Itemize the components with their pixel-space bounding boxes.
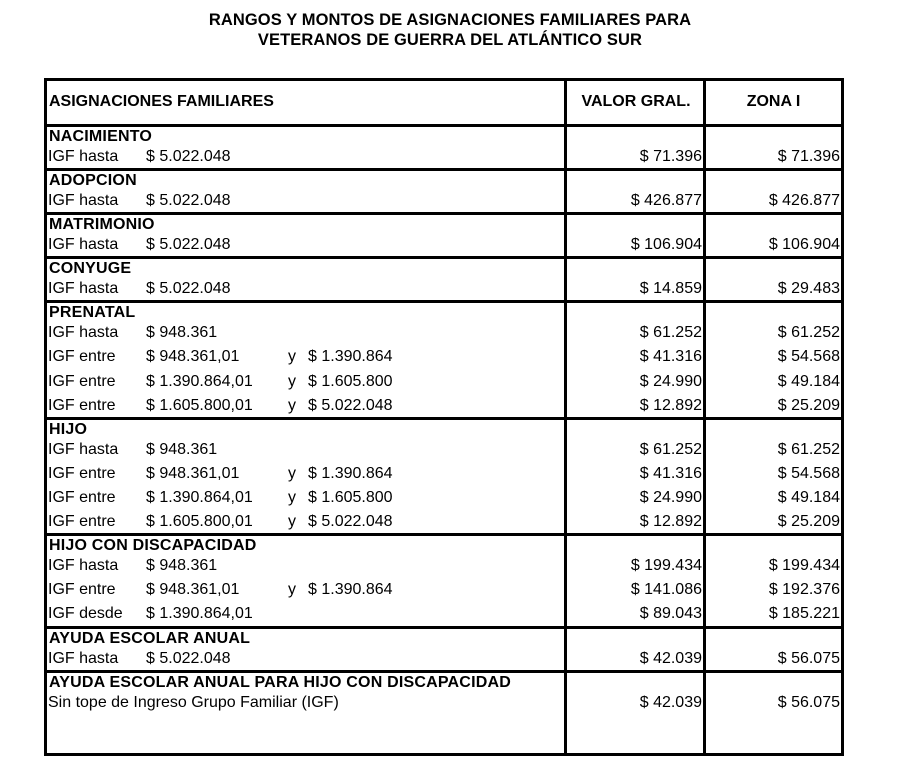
table-row (44, 506, 844, 530)
section (44, 673, 844, 717)
row-zona-i: $ 56.075 (777, 693, 840, 711)
row-conjunction: y (288, 396, 296, 414)
row-amount-from: $ 1.390.864,01 (146, 488, 253, 506)
table-row (44, 273, 844, 297)
header-asignaciones: ASIGNACIONES FAMILIARES (49, 93, 274, 110)
row-valor-gral: $ 106.904 (630, 236, 702, 254)
row-conjunction: y (288, 488, 296, 506)
row-valor-gral: $ 199.434 (630, 557, 702, 575)
section (44, 171, 844, 215)
row-conjunction: y (288, 464, 296, 482)
row-amount-to: $ 1.390.864 (308, 348, 393, 366)
row-label: IGF hasta (48, 236, 119, 254)
table-row (44, 390, 844, 414)
header-zona-i: ZONA I (746, 93, 801, 110)
row-amount-from: $ 948.361,01 (146, 464, 240, 482)
row-amount-to: $ 1.390.864 (308, 581, 393, 599)
section-title: PRENATAL (49, 304, 136, 322)
section (44, 629, 844, 673)
row-zona-i: $ 49.184 (777, 488, 840, 506)
section-title: HIJO CON DISCAPACIDAD (49, 537, 257, 555)
table-row (44, 141, 844, 165)
row-label: IGF entre (48, 348, 116, 366)
table-row (44, 366, 844, 390)
row-zona-i: $ 29.483 (777, 280, 840, 298)
row-label: Sin tope de Ingreso Grupo Familiar (IGF) (48, 693, 339, 711)
section (44, 303, 844, 419)
row-conjunction: y (288, 581, 296, 599)
section (44, 127, 844, 171)
row-valor-gral: $ 41.316 (639, 348, 702, 366)
row-zona-i: $ 54.568 (777, 464, 840, 482)
row-zona-i: $ 56.075 (777, 649, 840, 667)
section-title: ADOPCION (49, 172, 137, 190)
row-label: IGF hasta (48, 324, 119, 342)
section-divider (44, 256, 844, 259)
row-amount-to: $ 5.022.048 (308, 513, 393, 531)
section-divider (44, 212, 844, 215)
row-valor-gral: $ 41.316 (639, 464, 702, 482)
row-valor-gral: $ 426.877 (630, 192, 702, 210)
row-amount-from: $ 948.361,01 (146, 348, 240, 366)
row-zona-i: $ 71.396 (777, 148, 840, 165)
row-valor-gral: $ 12.892 (639, 513, 702, 531)
row-amount-from: $ 5.022.048 (146, 236, 231, 254)
row-label: IGF hasta (48, 192, 119, 210)
row-amount-from: $ 1.605.800,01 (146, 396, 253, 414)
document-title (0, 10, 900, 50)
table-row (44, 185, 844, 209)
row-label: IGF hasta (48, 280, 119, 298)
row-label: IGF entre (48, 396, 116, 414)
row-label: IGF hasta (48, 557, 119, 575)
section (44, 420, 844, 536)
row-zona-i: $ 426.877 (768, 192, 840, 210)
section-divider (44, 533, 844, 536)
row-zona-i: $ 25.209 (777, 513, 840, 531)
section-divider (44, 626, 844, 629)
row-valor-gral: $ 61.252 (639, 324, 702, 342)
row-valor-gral: $ 14.859 (639, 280, 702, 298)
row-zona-i: $ 185.221 (768, 605, 840, 623)
row-conjunction: y (288, 372, 296, 390)
table-row (44, 317, 844, 341)
row-zona-i: $ 54.568 (777, 348, 840, 366)
section-divider (44, 670, 844, 673)
section-divider (44, 417, 844, 420)
header-valor-gral: VALOR GRAL. (581, 93, 691, 110)
row-zona-i: $ 49.184 (777, 372, 840, 390)
allowances-table (44, 78, 844, 756)
row-amount-to: $ 1.605.800 (308, 488, 393, 506)
row-valor-gral: $ 12.892 (639, 396, 702, 414)
row-valor-gral: $ 24.990 (639, 488, 702, 506)
row-zona-i: $ 61.252 (777, 440, 840, 458)
row-label: IGF entre (48, 513, 116, 531)
row-amount-to: $ 1.605.800 (308, 372, 393, 390)
row-valor-gral: $ 141.086 (630, 581, 702, 599)
row-amount-from: $ 5.022.048 (146, 280, 231, 298)
row-amount-from: $ 948.361,01 (146, 581, 240, 599)
section-divider (44, 168, 844, 171)
row-valor-gral: $ 24.990 (639, 372, 702, 390)
row-label: IGF hasta (48, 148, 119, 165)
row-zona-i: $ 61.252 (777, 324, 840, 342)
row-label: IGF entre (48, 488, 116, 506)
row-valor-gral: $ 42.039 (639, 649, 702, 667)
table-row (44, 482, 844, 506)
row-valor-gral: $ 89.043 (639, 605, 702, 623)
section-title: CONYUGE (49, 260, 132, 278)
row-amount-from: $ 1.605.800,01 (146, 513, 253, 531)
row-valor-gral: $ 42.039 (639, 693, 702, 711)
row-zona-i: $ 192.376 (768, 581, 840, 599)
row-zona-i: $ 25.209 (777, 396, 840, 414)
row-zona-i: $ 106.904 (768, 236, 840, 254)
table-row (44, 574, 844, 598)
table-row (44, 643, 844, 667)
section (44, 259, 844, 303)
row-label: IGF entre (48, 372, 116, 390)
section-title: NACIMIENTO (49, 128, 153, 145)
row-conjunction: y (288, 513, 296, 531)
table-row (44, 458, 844, 482)
section-title: AYUDA ESCOLAR ANUAL PARA HIJO CON DISCAPACIDAD (49, 673, 511, 691)
section-title: AYUDA ESCOLAR ANUAL (49, 629, 251, 647)
row-amount-from: $ 5.022.048 (146, 192, 231, 210)
section-title: MATRIMONIO (49, 216, 155, 234)
section-divider (44, 300, 844, 303)
row-amount-from: $ 948.361 (146, 440, 218, 458)
row-amount-from: $ 1.390.864,01 (146, 605, 253, 623)
row-amount-from: $ 948.361 (146, 324, 218, 342)
row-zona-i: $ 199.434 (768, 557, 840, 575)
row-label: IGF hasta (48, 440, 119, 458)
row-amount-from: $ 948.361 (146, 557, 218, 575)
row-label: IGF desde (48, 605, 123, 623)
table-row (44, 598, 844, 622)
section (44, 215, 844, 259)
row-amount-from: $ 5.022.048 (146, 649, 231, 667)
row-label: IGF hasta (48, 649, 119, 667)
title-line-1: RANGOS Y MONTOS DE ASIGNACIONES FAMILIARES PARA (208, 11, 692, 29)
section-title: HIJO (49, 420, 88, 438)
row-amount-from: $ 1.390.864,01 (146, 372, 253, 390)
row-valor-gral: $ 71.396 (639, 148, 702, 165)
table-row (44, 687, 844, 711)
row-amount-from: $ 5.022.048 (146, 148, 231, 165)
table-row (44, 434, 844, 458)
table-row (44, 229, 844, 253)
row-label: IGF entre (48, 464, 116, 482)
table-row (44, 550, 844, 574)
row-amount-to: $ 1.390.864 (308, 464, 393, 482)
row-label: IGF entre (48, 581, 116, 599)
section (44, 536, 844, 628)
row-amount-to: $ 5.022.048 (308, 396, 393, 414)
title-line-2: VETERANOS DE GUERRA DEL ATLÁNTICO SUR (257, 31, 643, 49)
table-row (44, 341, 844, 365)
row-valor-gral: $ 61.252 (639, 440, 702, 458)
row-conjunction: y (288, 348, 296, 366)
